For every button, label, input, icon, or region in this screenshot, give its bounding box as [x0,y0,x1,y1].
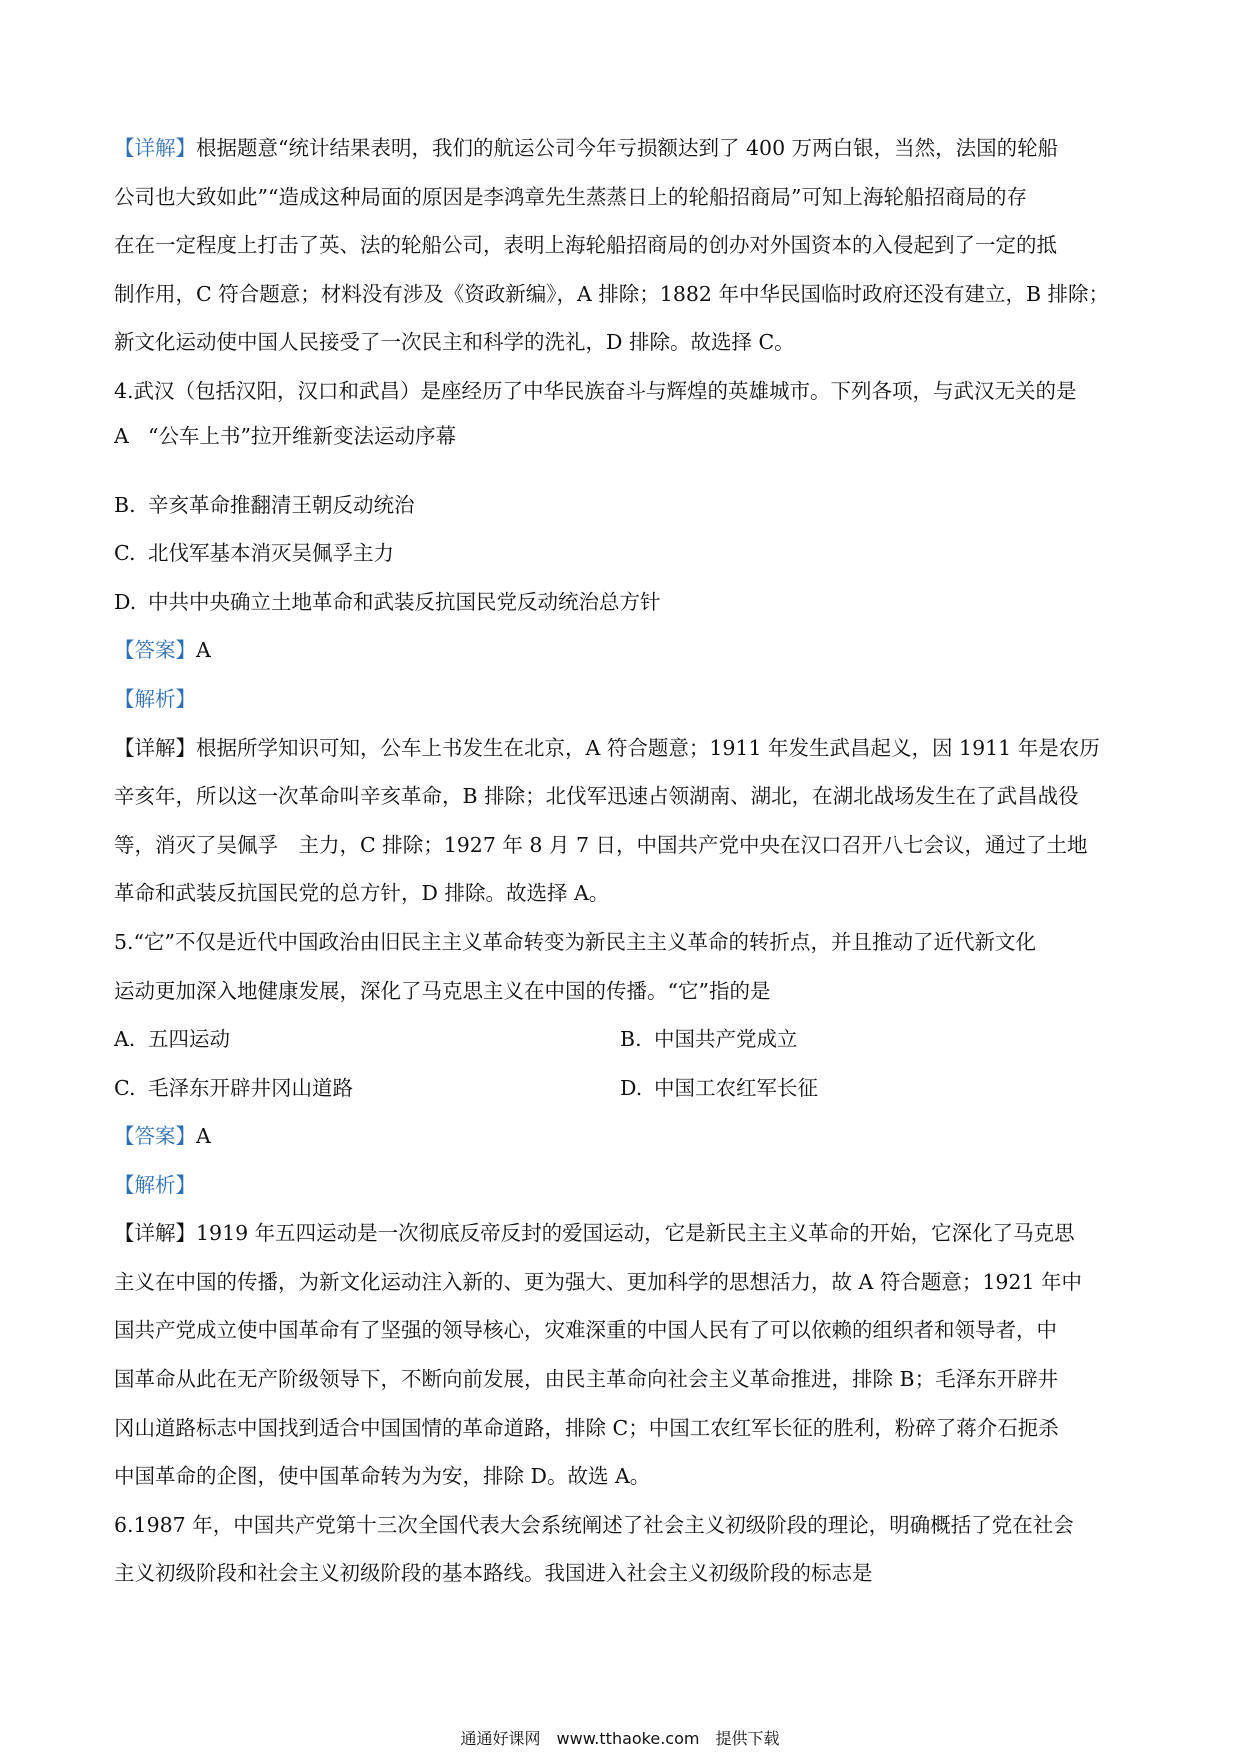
option-key: A [114,423,129,448]
document-page [114,124,1134,1598]
q4-detail-line-2: 辛亥年，所以这一次革命叫辛亥革命，B 排除；北伐军迅速占领湖南、湖北，在湖北战场发生在了武昌战役 [114,784,1079,809]
question-6 [114,1501,1134,1598]
option-text: 辛亥革命推翻清王朝反动统治 [148,492,415,517]
q4-option-c [114,529,1134,578]
q3-detail-line-5: 新文化运动使中国人民接受了一次民主和科学的洗礼，D 排除。故选择 C。 [114,330,795,355]
q6-stem-line-1: 6.1987 年，中国共产党第十三次全国代表大会系统阐述了社会主义初级阶段的理论，明确概括了党在社会 [114,1512,1074,1537]
q4-option-d [114,578,1134,627]
q5-option-a [114,1015,230,1064]
option-key: C. [114,1075,136,1100]
q4-detail-line-1: 【详解】根据所学知识可知，公车上书发生在北京，A 符合题意；1911 年发生武昌起义，因 1911 年是农历 [114,735,1100,760]
q5-answer [114,1112,1134,1161]
q4-stem: 4.武汉（包括汉阳，汉口和武昌）是座经历了中华民族奋斗与辉煌的英雄城市。下列各项，与武汉无关的是 [114,378,1077,403]
q5-detail-line-1: 【详解】1919 年五四运动是一次彻底反帝反封的爱国运动，它是新民主主义革命的开始，它深化了马克思 [114,1221,1075,1246]
option-key: D. [114,589,137,614]
option-key: A. [114,1027,136,1052]
q5-stem-line-1: 5.“它”不仅是近代中国政治由旧民主主义革命转变为新民主主义革命的转折点，并且推动了近代新文化 [114,929,1037,954]
option-text: 中共中央确立土地革命和武装反抗国民党反动统治总方针 [148,589,661,614]
q3-detail-line-1 [114,124,1134,173]
option-text: 中国工农红军长征 [654,1075,818,1100]
q5-options [114,1015,1134,1112]
q5-option-b [620,1015,798,1064]
q5-option-d [620,1064,818,1113]
q5-stem-line-2: 运动更加深入地健康发展，深化了马克思主义在中国的传播。“它”指的是 [114,978,771,1003]
detail-label: 【详解】 [114,136,196,160]
answer-label: 【答案】 [114,638,196,663]
q4-answer [114,626,1134,675]
option-key: C. [114,541,136,566]
q5-analysis-label: 【解析】 [114,1172,196,1197]
option-text: 五四运动 [148,1027,230,1052]
option-key: D. [620,1075,643,1100]
q5-option-c [114,1064,353,1113]
q4-option-b [114,481,1134,530]
question-4 [114,367,1134,918]
q5-detail-line-6: 中国革命的企图，使中国革命转为为安，排除 D。故选 A。 [114,1464,651,1489]
page-footer: 通通好课网 www.tthaoke.com 提供下载 [460,1729,780,1748]
q3-detail-line-4: 制作用，C 符合题意；材料没有涉及《资政新编》，A 排除；1882 年中华民国临时政府还没有建立，B 排除； [114,281,1110,306]
q5-detail-line-5: 冈山道路标志中国找到适合中国国情的革命道路，排除 C；中国工农红军长征的胜利，粉碎了蒋介石扼杀 [114,1415,1059,1440]
q6-stem-line-2: 主义初级阶段和社会主义初级阶段的基本路线。我国进入社会主义初级阶段的标志是 [114,1561,873,1586]
answer-label: 【答案】 [114,1124,196,1149]
q3-detail-text: 根据题意“统计结果表明，我们的航运公司今年亏损额达到了 400 万两白银，当然，法国的轮船 [196,136,1059,160]
option-text: 中国共产党成立 [654,1027,798,1052]
q5-detail-line-2: 主义在中国的传播，为新文化运动注入新的、更为强大、更加科学的思想活力，故 A 符合题意；1921 年中 [114,1269,1083,1294]
option-key: B. [620,1027,642,1052]
q3-detail-line-2: 公司也大致如此”“造成这种局面的原因是李鸿章先生蒸蒸日上的轮船招商局”可知上海轮船招商局的存 [114,184,1027,209]
option-text: “公车上书”拉开维新变法运动序幕 [148,423,456,448]
answer-value: A [196,638,211,663]
option-text: 北伐军基本消灭吴佩孚主力 [148,541,394,566]
question-5 [114,918,1134,1501]
q5-detail-line-3: 国共产党成立使中国革命有了坚强的领导核心，灾难深重的中国人民有了可以依赖的组织者和领导者，中 [114,1318,1057,1343]
option-key: B. [114,492,136,517]
answer-value: A [196,1124,211,1149]
q4-detail-line-3: 等，消灭了吴佩孚 主力，C 排除；1927 年 8 月 7 日，中国共产党中央在汉口召开八七会议，通过了土地 [114,832,1088,857]
q4-option-a [114,416,1134,481]
q5-detail-line-4: 国革命从此在无产阶级领导下，不断向前发展，由民主革命向社会主义革命推进，排除 B；毛泽东开辟井 [114,1367,1059,1392]
q3-detail [114,124,1134,367]
q3-detail-line-3: 在在一定程度上打击了英、法的轮船公司，表明上海轮船招商局的创办对外国资本的入侵起到了一定的抵 [114,233,1057,258]
option-text: 毛泽东开辟井冈山道路 [148,1075,353,1100]
q4-detail-line-4: 革命和武装反抗国民党的总方针，D 排除。故选择 A。 [114,881,610,906]
q4-analysis-label: 【解析】 [114,686,196,711]
